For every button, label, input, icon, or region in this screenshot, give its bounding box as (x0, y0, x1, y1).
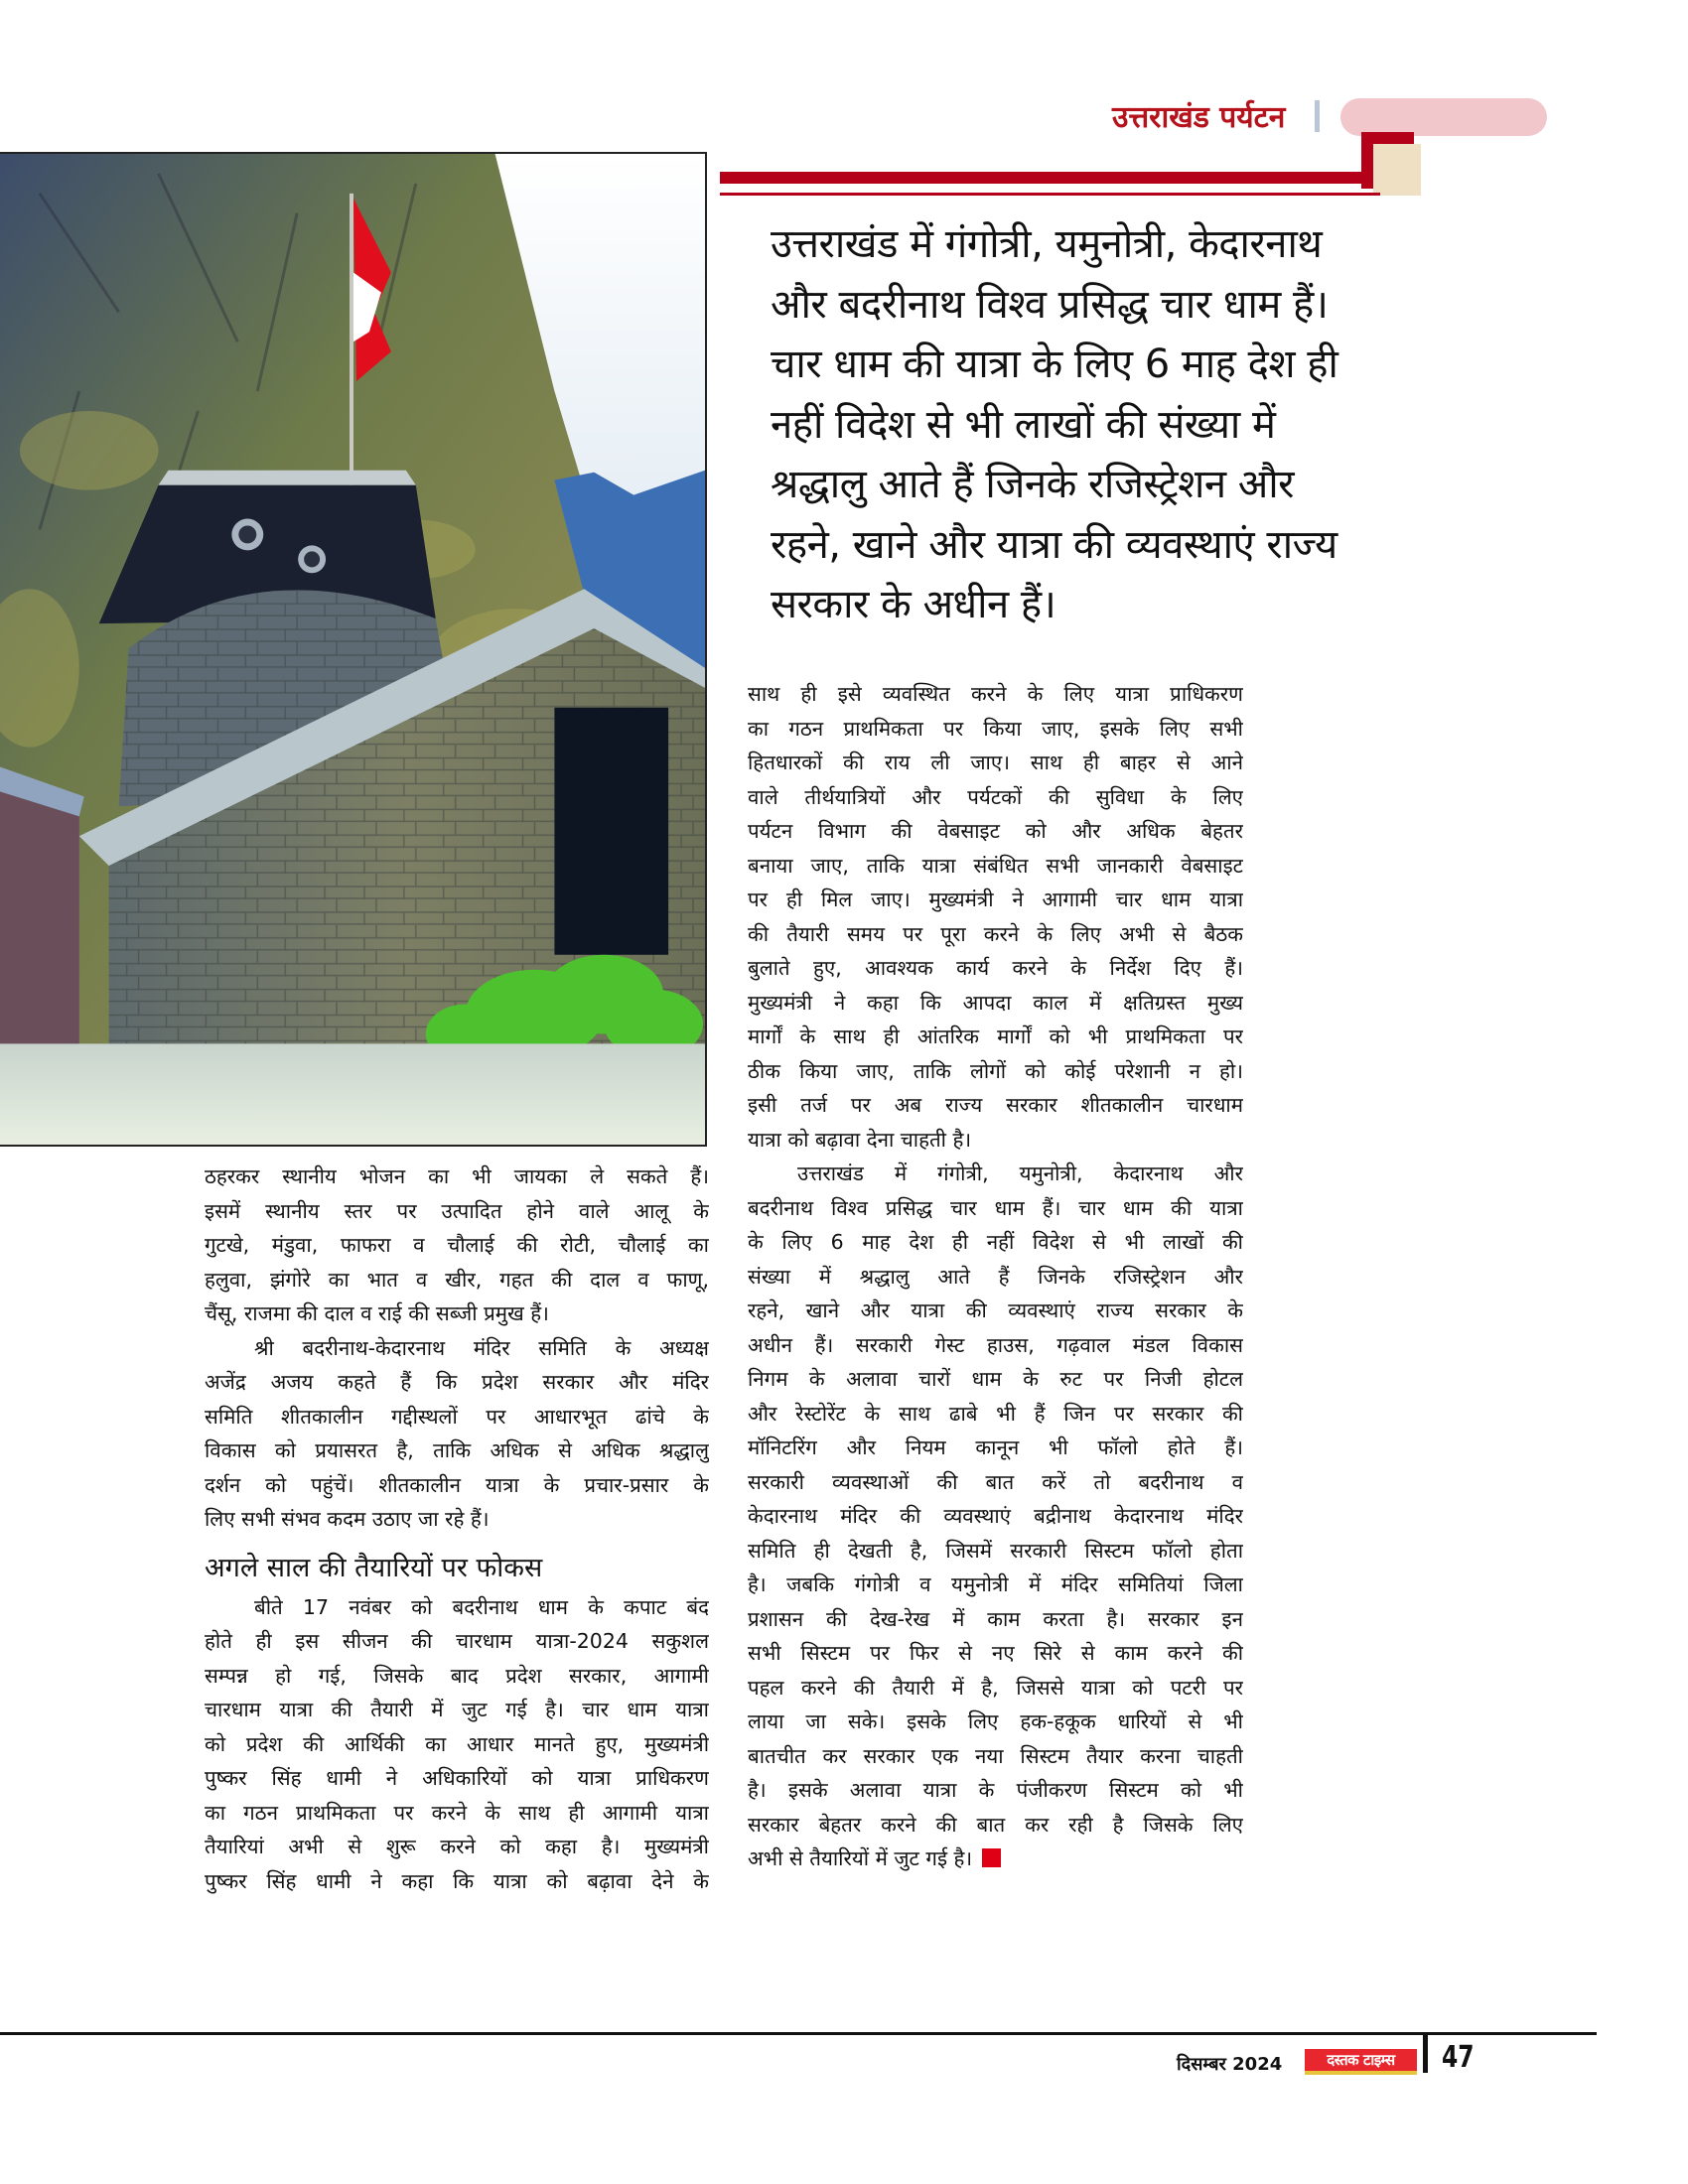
paragraph (748, 1157, 1243, 1876)
article-column-left (205, 1160, 709, 1898)
paragraph (205, 1160, 709, 1331)
text-line: वाले तीर्थयात्रियों और पर्यटकों की सुविधा के लिए (748, 784, 1243, 809)
text-line: निगम के अलावा चारों धाम के रुट पर निजी होटल (748, 1367, 1243, 1391)
text-line: बातचीत कर सरकार एक नया सिस्टम तैयार करना चाहती (748, 1743, 1243, 1768)
header-rule-thin (720, 193, 1380, 196)
text-line: समिति ही देखती है, जिसमें सरकारी सिस्टम फॉलो होता (748, 1538, 1243, 1563)
text-line: विकास को प्रयासरत है, ताकि अधिक से अधिक श्रद्धालु (205, 1438, 709, 1462)
magazine-logo (1305, 2049, 1417, 2075)
end-of-article-mark (982, 1848, 1001, 1867)
text-line: हितधारकों की राय ली जाए। साथ ही बाहर से आने (748, 751, 1243, 774)
text-line: बीते 17 नवंबर को बदरीनाथ धाम के कपाट बंद (254, 1594, 709, 1619)
text-line: संख्या में श्रद्धालु आते हैं जिनके रजिस्ट्रेशन और (748, 1264, 1243, 1289)
text-line: मॉनिटरिंग और नियम कानून भी फॉलो होते हैं। (748, 1435, 1243, 1459)
text-line: पुष्कर सिंह धामी ने कहा कि यात्रा को बढ़ावा देने के (205, 1868, 709, 1893)
text-line: को प्रदेश की आर्थिकी का आधार मानते हुए, मुख्यमंत्री (205, 1731, 709, 1756)
text-line: होते ही इस सीजन की चारधाम यात्रा-2024 सकुशल (205, 1629, 709, 1653)
text-line: सरकार बेहतर करने की बात कर रही है जिसके लिए (748, 1812, 1243, 1837)
text-line: दर्शन को पहुंचें। शीतकालीन यात्रा के प्रचार-प्रसार के (205, 1472, 709, 1497)
header-beige-block (1373, 144, 1421, 196)
text-line: अजेंद्र अजय कहते हैं कि प्रदेश सरकार और मंदिर (205, 1370, 709, 1394)
magazine-logo-text: दस्तक टाइम्स (1327, 2051, 1395, 2069)
text-line: ठहरकर स्थानीय भोजन का भी जायका ले सकते हैं। (205, 1164, 709, 1188)
text-line: श्री बदरीनाथ-केदारनाथ मंदिर समिति के अध्यक्ष (254, 1335, 709, 1360)
text-line-final (748, 1842, 1243, 1876)
text-line: तैयारियां अभी से शुरू करने को कहा है। मुख्यमंत्री (205, 1835, 709, 1858)
text-line: बनाया जाए, ताकि यात्रा संबंधित सभी जानकारी वेबसाइट (748, 853, 1243, 878)
paragraph (205, 1590, 709, 1899)
section-subheading: अगले साल की तैयारियों पर फोकस (205, 1552, 543, 1583)
text-line: की तैयारी समय पर पूरा करने के लिए अभी से बैठक (748, 921, 1243, 946)
text-line: सरकारी व्यवस्थाओं की बात करें तो बदरीनाथ व (748, 1469, 1243, 1494)
text-line: चैंसू, राजमा की दाल व राई की सब्जी प्रमुख हैं। (205, 1301, 549, 1325)
pull-quote-line: रहने, खाने और यात्रा की व्यवस्थाएं राज्य (771, 521, 1337, 568)
text-line: है। जबकि गंगोत्री व यमुनोत्री में मंदिर समितियां जिला (748, 1572, 1243, 1596)
text-line: पर ही मिल जाए। मुख्यमंत्री ने आगामी चार धाम यात्रा (748, 887, 1243, 911)
text-line: मार्गों के साथ ही आंतरिक मार्गों को भी प्राथमिकता पर (748, 1024, 1243, 1048)
text-line: पर्यटन विभाग की वेबसाइट को और अधिक बेहतर (748, 819, 1243, 843)
text-line: और रेस्टोरेंट के साथ ढाबे भी हैं जिन पर सरकार की (748, 1401, 1243, 1426)
text-line: लिए सभी संभव कदम उठाए जा रहे हैं। (205, 1507, 490, 1531)
paragraph (205, 1331, 709, 1537)
text-line: अभी से तैयारियों में जुट गई है। (748, 1846, 973, 1870)
text-line: केदारनाथ मंदिर की व्यवस्थाएं बद्रीनाथ केदारनाथ मंदिर (748, 1504, 1243, 1528)
text-line: प्रशासन की देख-रेख में काम करता है। सरकार इन (748, 1606, 1243, 1631)
article-column-right (748, 677, 1243, 1876)
text-line: अधीन हैं। सरकारी गेस्ट हाउस, गढ़वाल मंडल विकास (748, 1332, 1243, 1357)
pull-quote (771, 214, 1386, 635)
pull-quote-line: सरकार के अधीन हैं। (771, 582, 1056, 627)
pull-quote-line: नहीं विदेश से भी लाखों की संख्या में (771, 401, 1276, 448)
issue-date: दिसम्बर 2024 (1177, 2054, 1283, 2075)
pull-quote-line: चार धाम की यात्रा के लिए 6 माह देश ही (771, 341, 1338, 387)
text-line: पुष्कर सिंह धामी ने अधिकारियों को यात्रा प्राधिकरण (205, 1766, 709, 1790)
text-line: पहल करने की तैयारी में है, जिससे यात्रा को पटरी पर (748, 1675, 1243, 1700)
text-line: बदरीनाथ विश्व प्रसिद्ध चार धाम हैं। चार धाम की यात्रा (748, 1195, 1243, 1220)
text-line: लाया जा सके। इसके लिए हक-हकूक धारियों से भी (748, 1709, 1243, 1733)
section-label-marker (1315, 100, 1320, 132)
text-line: का गठन प्राथमिकता पर किया जाए, इसके लिए सभी (748, 716, 1243, 741)
text-line: सम्पन्न हो गई, जिसके बाद प्रदेश सरकार, आगामी (205, 1663, 709, 1688)
text-line: इसी तर्ज पर अब राज्य सरकार शीतकालीन चारधाम (748, 1093, 1243, 1117)
footer-rule (0, 2032, 1597, 2035)
pull-quote-line: उत्तराखंड में गंगोत्री, यमुनोत्री, केदारनाथ (771, 221, 1323, 267)
text-line: यात्रा को बढ़ावा देना चाहती है। (748, 1127, 972, 1152)
pull-quote-line: और बदरीनाथ विश्व प्रसिद्ध चार धाम हैं। (771, 281, 1329, 328)
text-line: के लिए 6 माह देश ही नहीं विदेश से भी लाखों की (748, 1230, 1243, 1254)
paragraph (748, 677, 1243, 1157)
text-line: गुटखे, मंडुवा, फाफरा व चौलाई की रोटी, चौलाई का (205, 1233, 709, 1257)
text-line: साथ ही इसे व्यवस्थित करने के लिए यात्रा प्राधिकरण (748, 682, 1243, 706)
text-line: मुख्यमंत्री ने कहा कि आपदा काल में क्षतिग्रस्त मुख्य (748, 990, 1243, 1015)
text-line: का गठन प्राथमिकता पर करने के साथ ही आगामी यात्रा (205, 1800, 709, 1825)
page-number: 47 (1442, 2040, 1475, 2075)
text-line: उत्तराखंड में गंगोत्री, यमुनोत्री, केदारनाथ और (797, 1161, 1243, 1185)
text-line: हलुवा, झंगोरे का भात व खीर, गहत की दाल व फाणू, (205, 1267, 709, 1292)
text-line: इसमें स्थानीय स्तर पर उत्पादित होने वाले आलू के (205, 1198, 709, 1223)
temple-photo (0, 152, 707, 1147)
footer-divider (1423, 2035, 1428, 2073)
text-line: सभी सिस्टम पर फिर से नए सिरे से काम करने की (748, 1641, 1243, 1665)
section-label: उत्तराखंड पर्यटन (1112, 100, 1286, 135)
text-line: समिति शीतकालीन गद्दीस्थलों पर आधारभूत ढांचे के (205, 1404, 709, 1429)
text-line: रहने, खाने और यात्रा की व्यवस्थाएं राज्य सरकार के (748, 1298, 1243, 1322)
text-line: ठीक किया जाए, ताकि लोगों को कोई परेशानी न हो। (748, 1058, 1243, 1083)
header-rule-thick (720, 172, 1371, 184)
pull-quote-line: श्रद्धालु आते हैं जिनके रजिस्ट्रेशन और (771, 462, 1295, 507)
text-line: बुलाते हुए, आवश्यक कार्य करने के निर्देश दिए हैं। (748, 956, 1243, 980)
text-line: चारधाम यात्रा की तैयारी में जुट गई है। चार धाम यात्रा (205, 1698, 709, 1721)
temple-photo-illustration (0, 154, 705, 1145)
text-line: है। इसके अलावा यात्रा के पंजीकरण सिस्टम को भी (748, 1778, 1243, 1802)
header-pill-decoration (1340, 98, 1547, 136)
